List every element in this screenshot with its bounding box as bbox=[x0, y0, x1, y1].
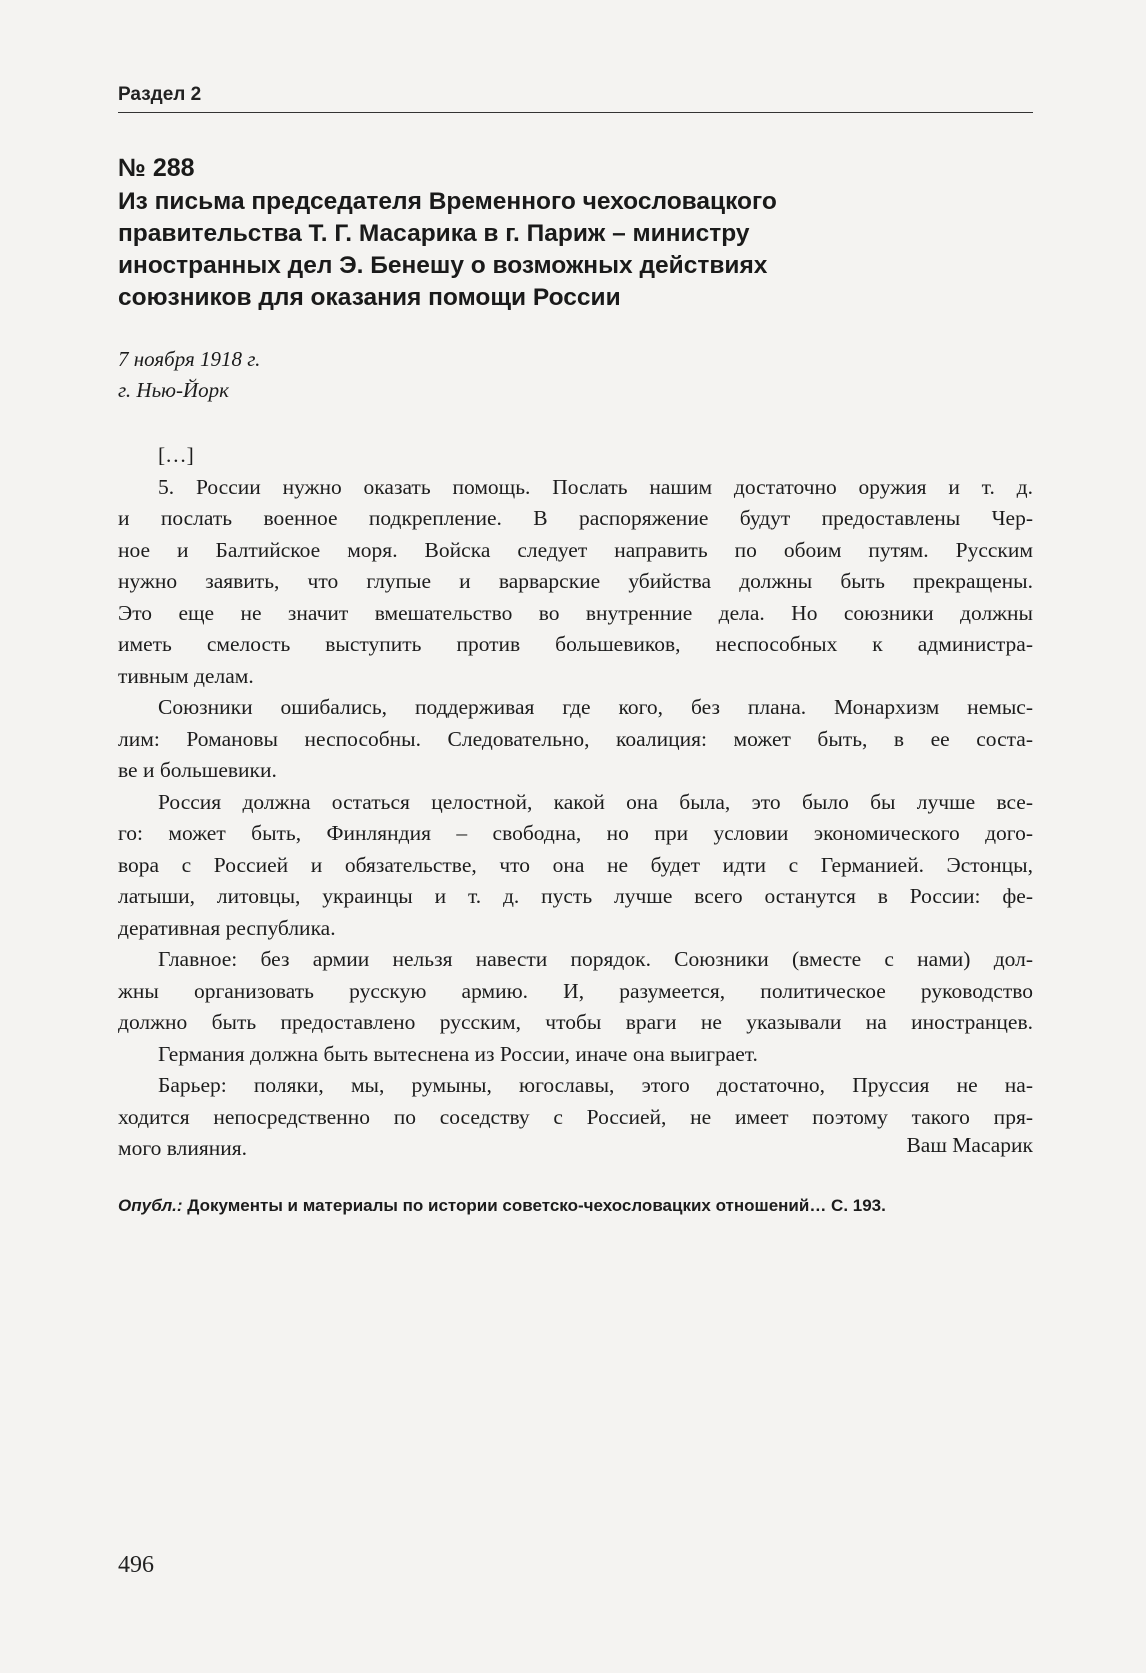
body-line: Главное: без армии нельзя навести порядок. Союзники (вместе с нами) дол- bbox=[158, 947, 1033, 971]
document-title bbox=[118, 186, 858, 314]
body-line: нужно заявить, что глупые и варварские убийства должны быть прекращены. bbox=[118, 569, 1033, 593]
body-line: ходится непосредственно по соседству с Россией, не имеет поэтому такого пря- bbox=[118, 1104, 1033, 1129]
letter-body bbox=[118, 440, 1033, 1165]
body-line: Германия должна быть вытеснена из России, иначе она выиграет. bbox=[158, 1041, 758, 1066]
running-header bbox=[118, 84, 1033, 113]
body-line: иметь смелость выступить против большевиков, неспособных к администра- bbox=[118, 632, 1033, 656]
body-line: Россия должна остаться целостной, какой она была, это было бы лучше все- bbox=[158, 789, 1033, 814]
section-label: Раздел 2 bbox=[118, 84, 202, 105]
body-line: мого влияния. bbox=[118, 1136, 248, 1160]
signature: Ваш Масарик bbox=[906, 1133, 1033, 1157]
body-line: Союзники ошибались, поддерживая где кого, без плана. Монархизм немыс- bbox=[158, 695, 1033, 719]
publication-note bbox=[118, 1196, 886, 1216]
body-line: лим: Романовы неспособны. Следовательно, коалиция: может быть, в ее соста- bbox=[118, 726, 1033, 751]
body-line: ное и Балтийское моря. Войска следует направить по обоим путям. Русским bbox=[118, 537, 1033, 562]
body-line: го: может быть, Финляндия – свободна, но при условии экономического дого- bbox=[118, 821, 1033, 845]
title-line: Из письма председателя Временного чехословацкого bbox=[118, 188, 777, 215]
title-line: правительства Т. Г. Масарика в г. Париж – министру bbox=[118, 220, 750, 247]
body-line: латыши, литовцы, украинцы и т. д. пусть лучше всего останутся в России: фе- bbox=[118, 884, 1033, 908]
body-line: Это еще не значит вмешательство во внутренние дела. Но союзники должны bbox=[118, 600, 1033, 625]
body-line: 5. России нужно оказать помощь. Послать нашим достаточно оружия и т. д. bbox=[158, 474, 1033, 499]
body-line: тивным делам. bbox=[118, 663, 254, 688]
body-line: вора с Россией и обязательстве, что она не будет идти с Германией. Эстонцы, bbox=[118, 852, 1033, 877]
publication-text: Документы и материалы по истории советско-чехословацких отношений… С. 193. bbox=[182, 1196, 886, 1215]
body-line: Барьер: поляки, мы, румыны, югославы, этого достаточно, Пруссия не на- bbox=[158, 1073, 1033, 1097]
title-line: иностранных дел Э. Бенешу о возможных действиях bbox=[118, 252, 768, 279]
title-line: союзников для оказания помощи России bbox=[118, 284, 621, 311]
publication-label: Опубл.: bbox=[118, 1196, 183, 1215]
document-place: г. Нью-Йорк bbox=[118, 378, 229, 402]
body-line: и послать военное подкрепление. В распоряжение будут предоставлены Чер- bbox=[118, 506, 1033, 530]
body-line: жны организовать русскую армию. И, разумеется, политическое руководство bbox=[118, 978, 1033, 1003]
body-line: должно быть предоставлено русским, чтобы враги не указывали на иностранцев. bbox=[118, 1010, 1033, 1034]
document-number: № 288 bbox=[118, 154, 195, 182]
body-line: ве и большевики. bbox=[118, 758, 277, 782]
body-line: […] bbox=[158, 443, 194, 467]
page-number: 496 bbox=[118, 1552, 154, 1578]
body-line: деративная республика. bbox=[118, 915, 336, 940]
document-date: 7 ноября 1918 г. bbox=[118, 347, 261, 371]
document-meta bbox=[118, 344, 260, 406]
